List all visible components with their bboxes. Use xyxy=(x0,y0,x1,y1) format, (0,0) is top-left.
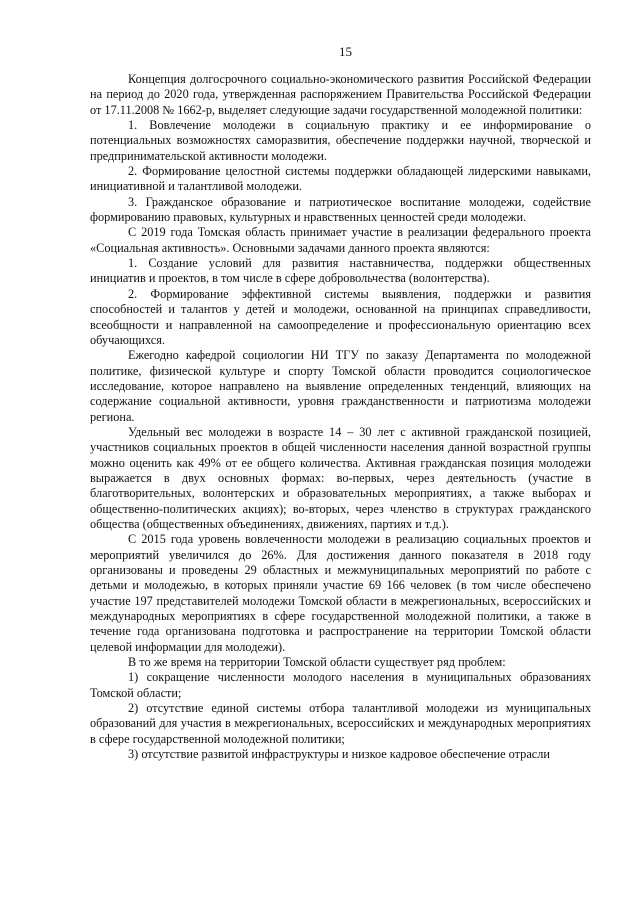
paragraph: 1) сокращение численности молодого населения в муниципальных образованиях Томской области; xyxy=(90,670,591,700)
paragraph: 1. Вовлечение молодежи в социальную практику и ее информирование о потенциальных возможностях саморазвития, обеспечение поддержки научной, творческой и предпринимательской активности молодежи. xyxy=(90,118,591,163)
paragraph: 1. Создание условий для развития наставничества, поддержки общественных инициатив и проектов, в том числе в сфере добровольчества (волонтерства). xyxy=(90,256,591,286)
paragraph: С 2019 года Томская область принимает участие в реализации федерального проекта «Социальная активность». Основными задачами данного проекта являются: xyxy=(90,225,591,255)
paragraph: 2) отсутствие единой системы отбора талантливой молодежи из муниципальных образований для участия в межрегиональных, всероссийских и международных мероприятиях в сфере государственной молодежной политики; xyxy=(90,701,591,746)
paragraph: 2. Формирование целостной системы поддержки обладающей лидерскими навыками, инициативной и талантливой молодежи. xyxy=(90,164,591,194)
paragraph: Ежегодно кафедрой социологии НИ ТГУ по заказу Департамента по молодежной политике, физической культуре и спорту Томской области проводится социологическое исследование, которое направлено на выявление определенных тенденций, влияющих на содержание социальной активности, уровня гражданственности и патриотизма молодежи региона. xyxy=(90,348,591,424)
paragraph: 2. Формирование эффективной системы выявления, поддержки и развития способностей и талантов у детей и молодежи, основанной на принципах справедливости, всеобщности и направленной на самоопределение и профессиональную ориентацию всех обучающихся. xyxy=(90,286,591,347)
page-number: 15 xyxy=(339,44,352,59)
document-body xyxy=(90,72,591,762)
paragraph: С 2015 года уровень вовлеченности молодежи в реализацию социальных проектов и мероприятий увеличился до 26%. Для достижения данного показателя в 2018 году организованы и проведены 29 областных и межмуниципальных мероприятий по работе с детьми и молодежью, в которых приняли участие 69 166 человек (в том числе обеспечено участие 197 представителей молодежи Томской области в межрегиональных, всероссийских и международных мероприятиях в сфере государственной молодежной политики, а также в течение года организована подготовка и распространение на территории Томской области целевой информации для молодежи). xyxy=(90,532,591,654)
paragraph: 3) отсутствие развитой инфраструктуры и низкое кадровое обеспечение отрасли xyxy=(128,747,550,762)
paragraph: В то же время на территории Томской области существует ряд проблем: xyxy=(128,655,506,670)
paragraph: 3. Гражданское образование и патриотическое воспитание молодежи, содействие формированию правовых, культурных и нравственных ценностей среди молодежи. xyxy=(90,194,591,225)
paragraph: Удельный вес молодежи в возрасте 14 – 30 лет с активной гражданской позицией, участников социальных проектов в общей численности населения данной возрастной группы можно оценить как 49% от ее общего количества. Активная гражданская позиция молодежи выражается в двух основных формах: во-первых, через деятельность (участие в благотворительных, волонтерских и образовательных мероприятиях, а также выборах и общественно-политических акциях); во-вторых, через членство в структурах гражданского общества (общественных объединениях, движениях, партиях и т.д.). xyxy=(90,424,591,531)
paragraph: Концепция долгосрочного социально-экономического развития Российской Федерации на период до 2020 года, утвержденная распоряжением Правительства Российской Федерации от 17.11.2008 № 1662-р, выделяет следующие задачи государственной молодежной политики: xyxy=(90,72,591,117)
